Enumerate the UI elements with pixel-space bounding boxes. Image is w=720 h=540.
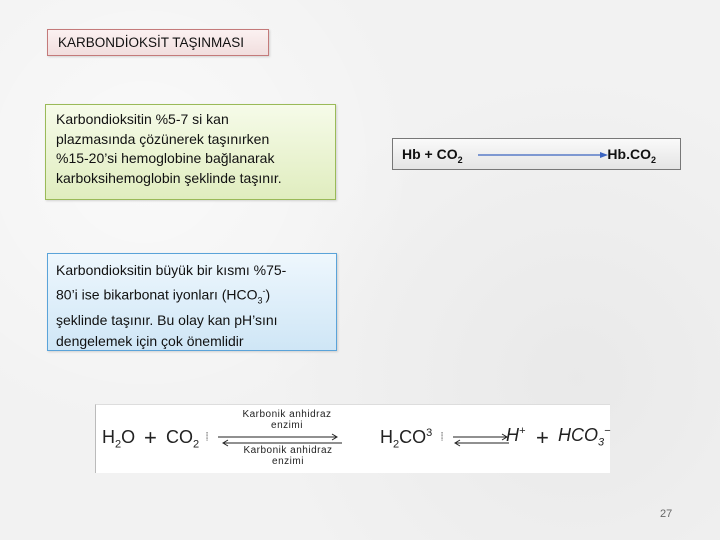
plasma-transport-box <box>45 104 336 200</box>
water-sub: 2 <box>115 438 122 451</box>
slide-title <box>47 29 269 56</box>
carbonic-acid-co: CO <box>399 427 427 447</box>
reaction-arrow-icon <box>478 151 608 159</box>
carbonic-acid-formula <box>380 427 432 451</box>
blue-line-1: Karbondioksitin büyük bir kısmı %75- <box>56 262 287 278</box>
hydrogen-ion <box>506 425 525 446</box>
bicarbonate-charge: − <box>604 425 611 437</box>
blue-line-3: şeklinde taşınır. Bu olay kan pH’sını <box>56 312 278 329</box>
hb-product <box>607 146 656 165</box>
hydrogen-ion-charge: + <box>519 425 526 437</box>
hco3-charge: - <box>262 285 266 296</box>
blue-line-4: dengelemek için çok önemlidir <box>56 332 244 349</box>
blue-line-2-suffix: ) <box>265 286 271 303</box>
hemoglobin-equation-box <box>392 138 681 170</box>
enzyme-label-bottom <box>228 445 348 467</box>
hb-reactant <box>402 146 463 165</box>
blue-line-2-text: 80’i ise bikarbonat iyonları (HCO <box>56 286 258 303</box>
co2-co: CO <box>166 427 193 447</box>
enzyme-bottom-line-2: enzimi <box>272 456 304 467</box>
page-number: 27 <box>660 508 673 520</box>
green-line-3: %15-20’si hemoglobine bağlanarak <box>56 150 275 166</box>
hb-reactant-subscript: 2 <box>457 154 463 165</box>
carbonic-acid-h: H <box>380 427 393 447</box>
hco3-subscript: 3 <box>257 294 263 305</box>
carbonic-acid-sup: 3 <box>426 427 433 439</box>
plus-sign-1: + <box>144 425 157 450</box>
tick-mark-2: ⸽ <box>441 432 444 441</box>
bicarbonate-sub: 3 <box>598 436 605 449</box>
bicarbonate-hco: HCO <box>558 425 598 445</box>
enzyme-label-top <box>232 409 342 431</box>
water-formula <box>102 427 135 451</box>
enzyme-top-line-2: enzimi <box>271 420 303 431</box>
dissociation-arrow-icon <box>451 433 511 447</box>
green-line-2: plazmasında çözünerek taşınırken <box>56 130 270 147</box>
co2-sub: 2 <box>193 438 200 451</box>
co2-formula <box>166 427 199 451</box>
water-h: H <box>102 427 115 447</box>
plus-sign-2: + <box>536 425 549 450</box>
water-o: O <box>121 427 136 447</box>
carbonic-anhydrase-reaction <box>95 404 610 473</box>
green-line-4: karboksihemoglobin şeklinde taşınır. <box>56 169 282 186</box>
green-line-1: Karbondioksitin %5-7 si kan <box>56 111 229 127</box>
tick-mark-1: ⸽ <box>206 432 209 441</box>
enzyme-top-line-1: Karbonik anhidraz <box>242 409 332 420</box>
carbonic-acid-sub: 2 <box>393 438 400 451</box>
bicarbonate-transport-box <box>47 253 337 351</box>
enzyme-bottom-line-1: Karbonik anhidraz <box>243 445 333 456</box>
slide-title-text: KARBONDİOKSİT TAŞINMASI <box>58 35 245 50</box>
hb-product-text: Hb.CO <box>607 146 651 162</box>
blue-line-2 <box>56 281 328 311</box>
hydrogen-ion-h: H <box>506 425 519 445</box>
bicarbonate-ion <box>558 425 611 449</box>
hb-reactant-text: Hb + CO <box>402 146 458 162</box>
hb-product-subscript: 2 <box>650 154 656 165</box>
